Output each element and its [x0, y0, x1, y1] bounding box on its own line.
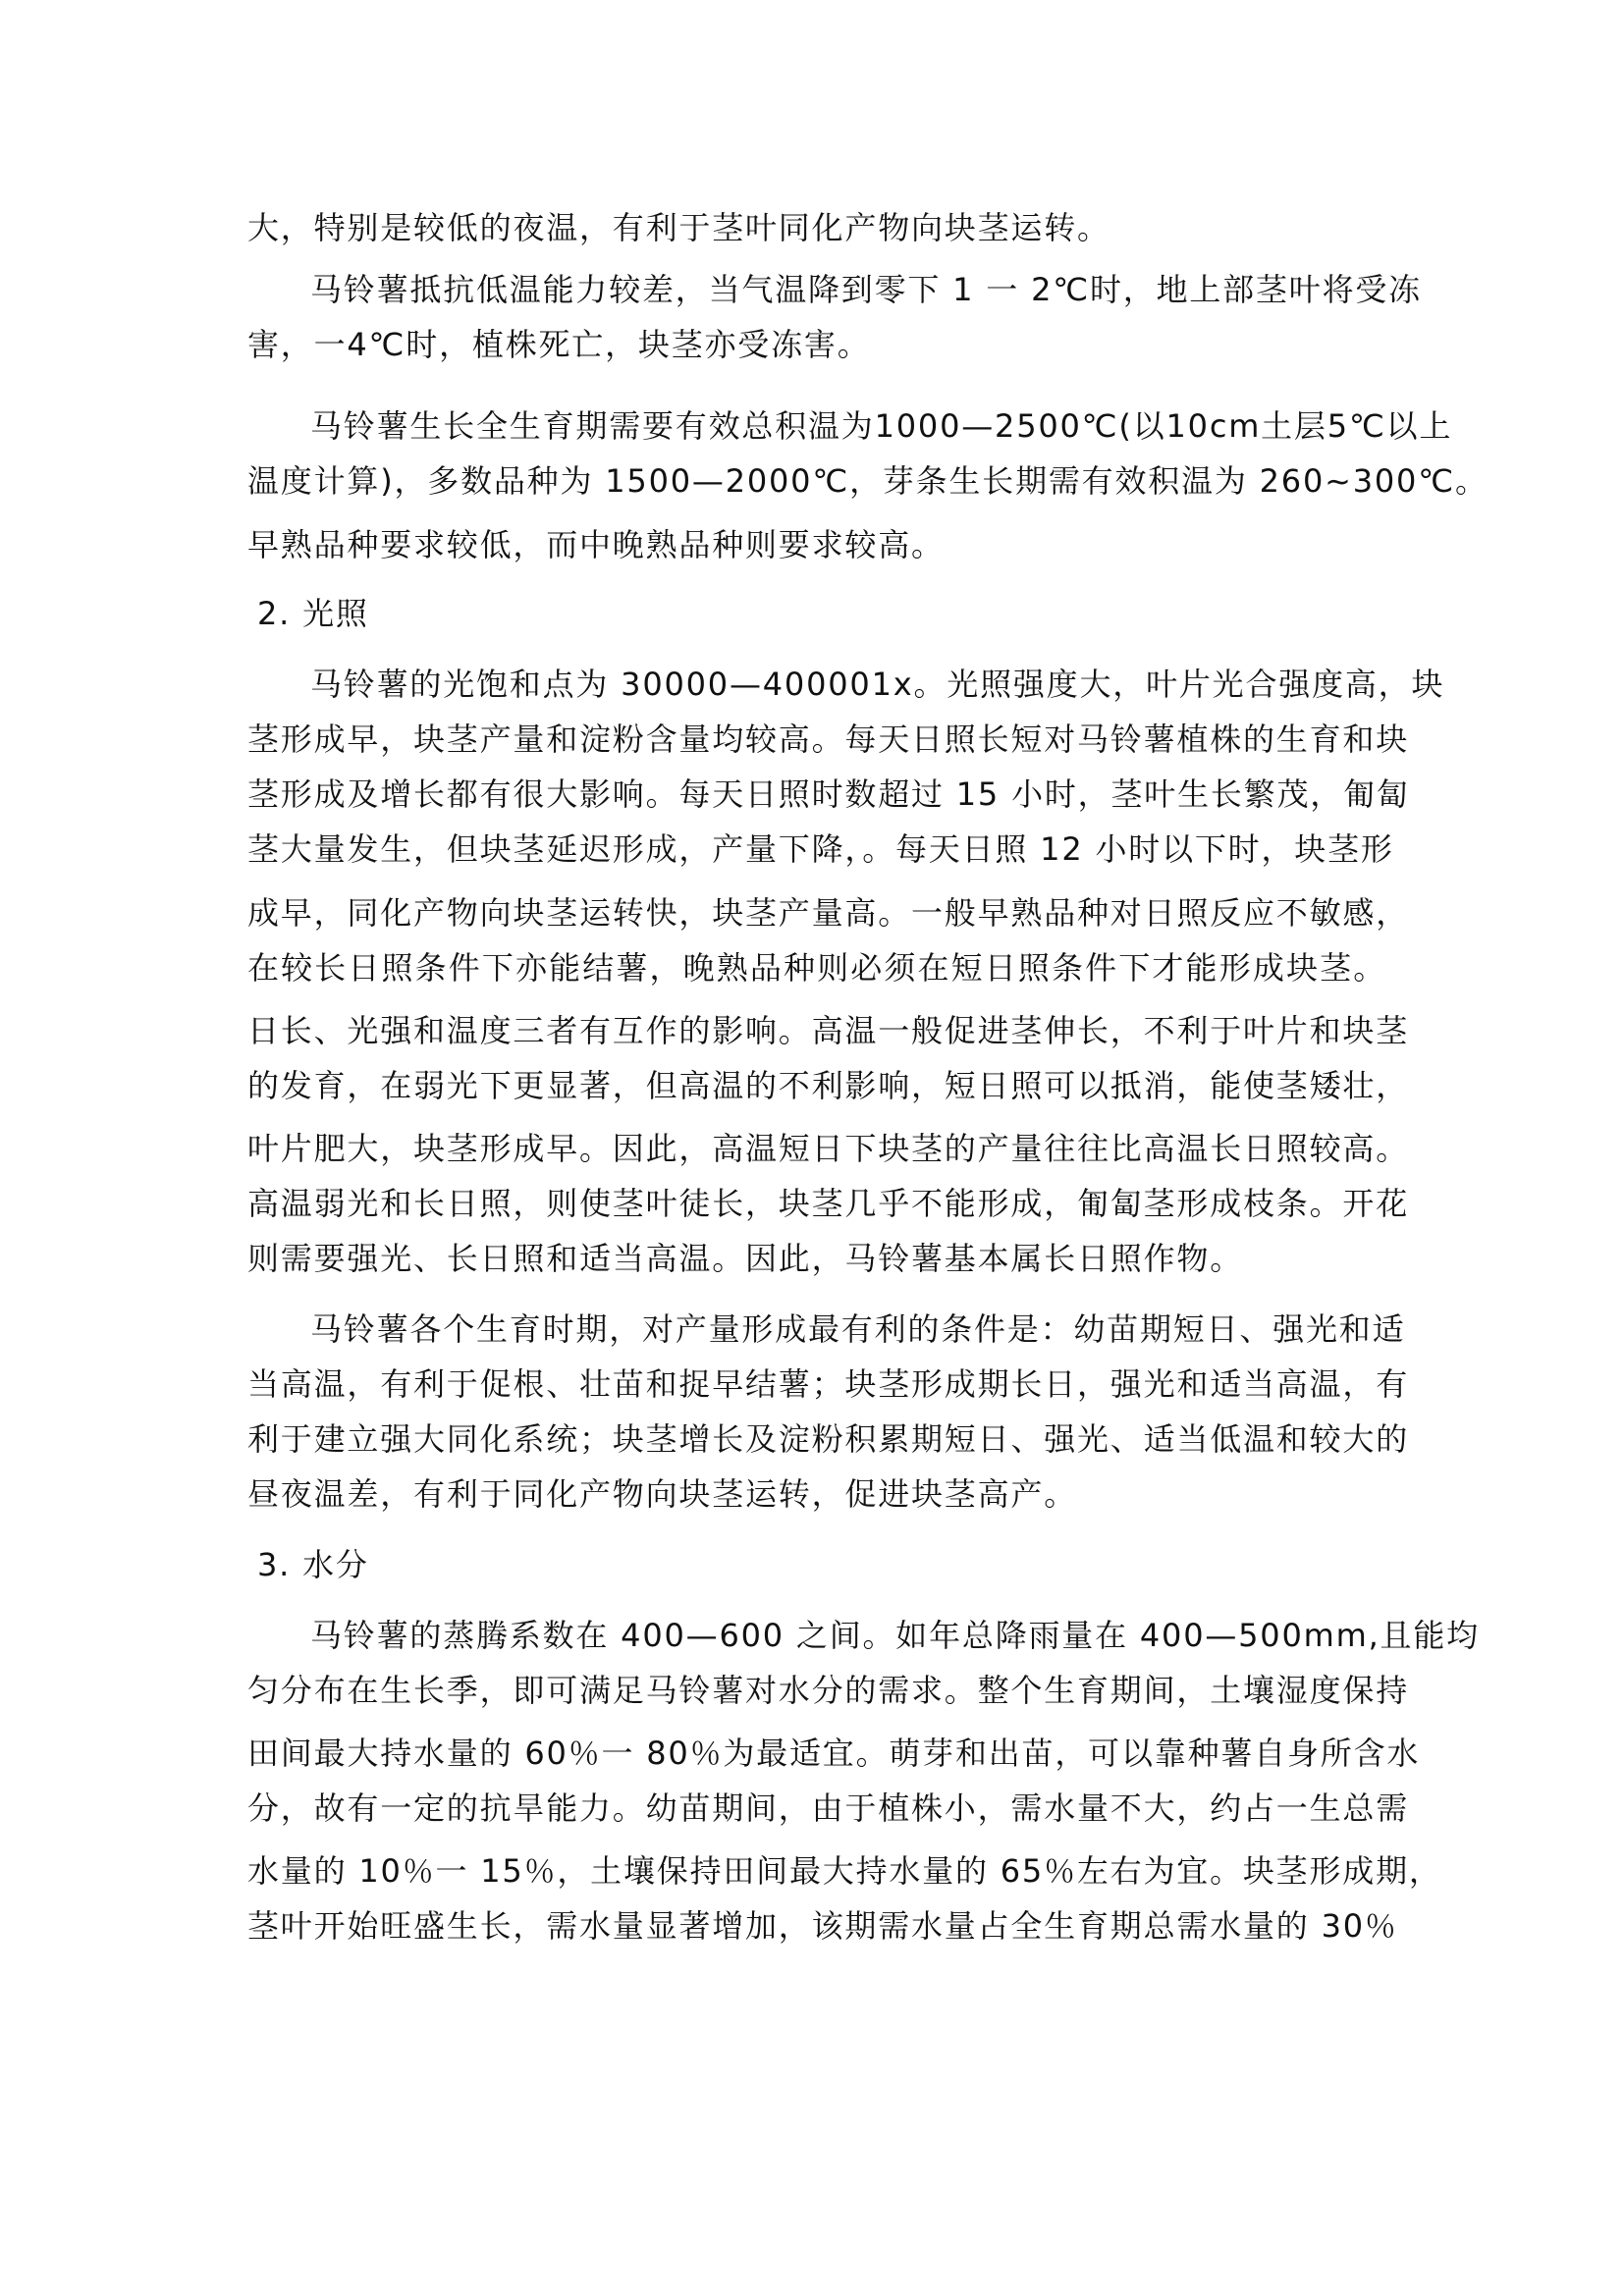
text-line: 大，特别是较低的夜温，有利于茎叶同化产物向块茎运转。	[247, 209, 1110, 246]
section-heading: 3. 水分	[257, 1546, 369, 1583]
text-line: 日长、光强和温度三者有互作的影响。高温一般促进茎伸长，不利于叶片和块茎	[247, 1012, 1410, 1049]
text-line: 温度计算)，多数品种为 1500—2000℃，芽条生长期需有效积温为 260~300℃。	[247, 462, 1489, 500]
text-line: 则需要强光、长日照和适当高温。因此，马铃薯基本属长日照作物。	[247, 1240, 1244, 1277]
text-line: 马铃薯各个生育时期，对产量形成最有利的条件是：幼苗期短日、强光和适	[310, 1310, 1406, 1348]
text-line: 在较长日照条件下亦能结薯，晚熟品种则必须在短日照条件下才能形成块茎。	[247, 949, 1386, 987]
text-line: 马铃薯的蒸腾系数在 400—600 之间。如年总降雨量在 400—500mm,且能均	[310, 1617, 1480, 1654]
text-line: 高温弱光和长日照，则使茎叶徒长，块茎几乎不能形成，匍匐茎形成枝条。开花	[247, 1185, 1410, 1222]
text-line: 马铃薯生长全生育期需要有效总积温为1000—2500℃(以10cm土层5℃以上	[310, 407, 1453, 445]
text-line: 水量的 10％一 15％，土壤保持田间最大持水量的 65％左右为宜。块茎形成期，	[247, 1852, 1442, 1890]
text-line: 的发育，在弱光下更显著，但高温的不利影响，短日照可以抵消，能使茎矮壮，	[247, 1067, 1410, 1104]
text-line: 分，故有一定的抗旱能力。幼苗期间，由于植株小，需水量不大，约占一生总需	[247, 1789, 1410, 1827]
text-line: 匀分布在生长季，即可满足马铃薯对水分的需求。整个生育期间，土壤湿度保持	[247, 1672, 1410, 1709]
text-line: 叶片肥大，块茎形成早。因此，高温短日下块茎的产量往往比高温长日照较高。	[247, 1130, 1410, 1167]
text-line: 茎叶开始旺盛生长，需水量显著增加，该期需水量占全生育期总需水量的 30％	[247, 1907, 1398, 1945]
text-line: 昼夜温差，有利于同化产物向块茎运转，促进块茎高产。	[247, 1475, 1078, 1513]
text-line: 当高温，有利于促根、壮苗和捉早结薯；块茎形成期长日，强光和适当高温，有	[247, 1365, 1410, 1403]
text-line: 马铃薯抵抗低温能力较差，当气温降到零下 1 一 2℃时，地上部茎叶将受冻	[310, 271, 1422, 308]
text-line: 茎大量发生，但块茎延迟形成，产量下降，。每天日照 12 小时以下时，块茎形	[247, 830, 1394, 868]
text-line: 茎形成早，块茎产量和淀粉含量均较高。每天日照长短对马铃薯植株的生育和块	[247, 721, 1410, 758]
text-line: 成早，同化产物向块茎运转快，块茎产量高。一般早熟品种对日照反应不敏感，	[247, 894, 1410, 932]
text-line: 田间最大持水量的 60％一 80％为最适宜。萌芽和出苗，可以靠种薯自身所含水	[247, 1735, 1421, 1772]
text-line: 早熟品种要求较低，而中晚熟品种则要求较高。	[247, 526, 945, 563]
text-line: 马铃薯的光饱和点为 30000—400001x。光照强度大，叶片光合强度高，块	[310, 666, 1445, 703]
text-line: 利于建立强大同化系统；块茎增长及淀粉积累期短日、强光、适当低温和较大的	[247, 1420, 1410, 1458]
text-line: 害，一4℃时，植株死亡，块茎亦受冻害。	[247, 326, 871, 363]
text-line: 茎形成及增长都有很大影响。每天日照时数超过 15 小时，茎叶生长繁茂，匍匐	[247, 775, 1410, 813]
section-heading: 2. 光照	[257, 595, 369, 632]
